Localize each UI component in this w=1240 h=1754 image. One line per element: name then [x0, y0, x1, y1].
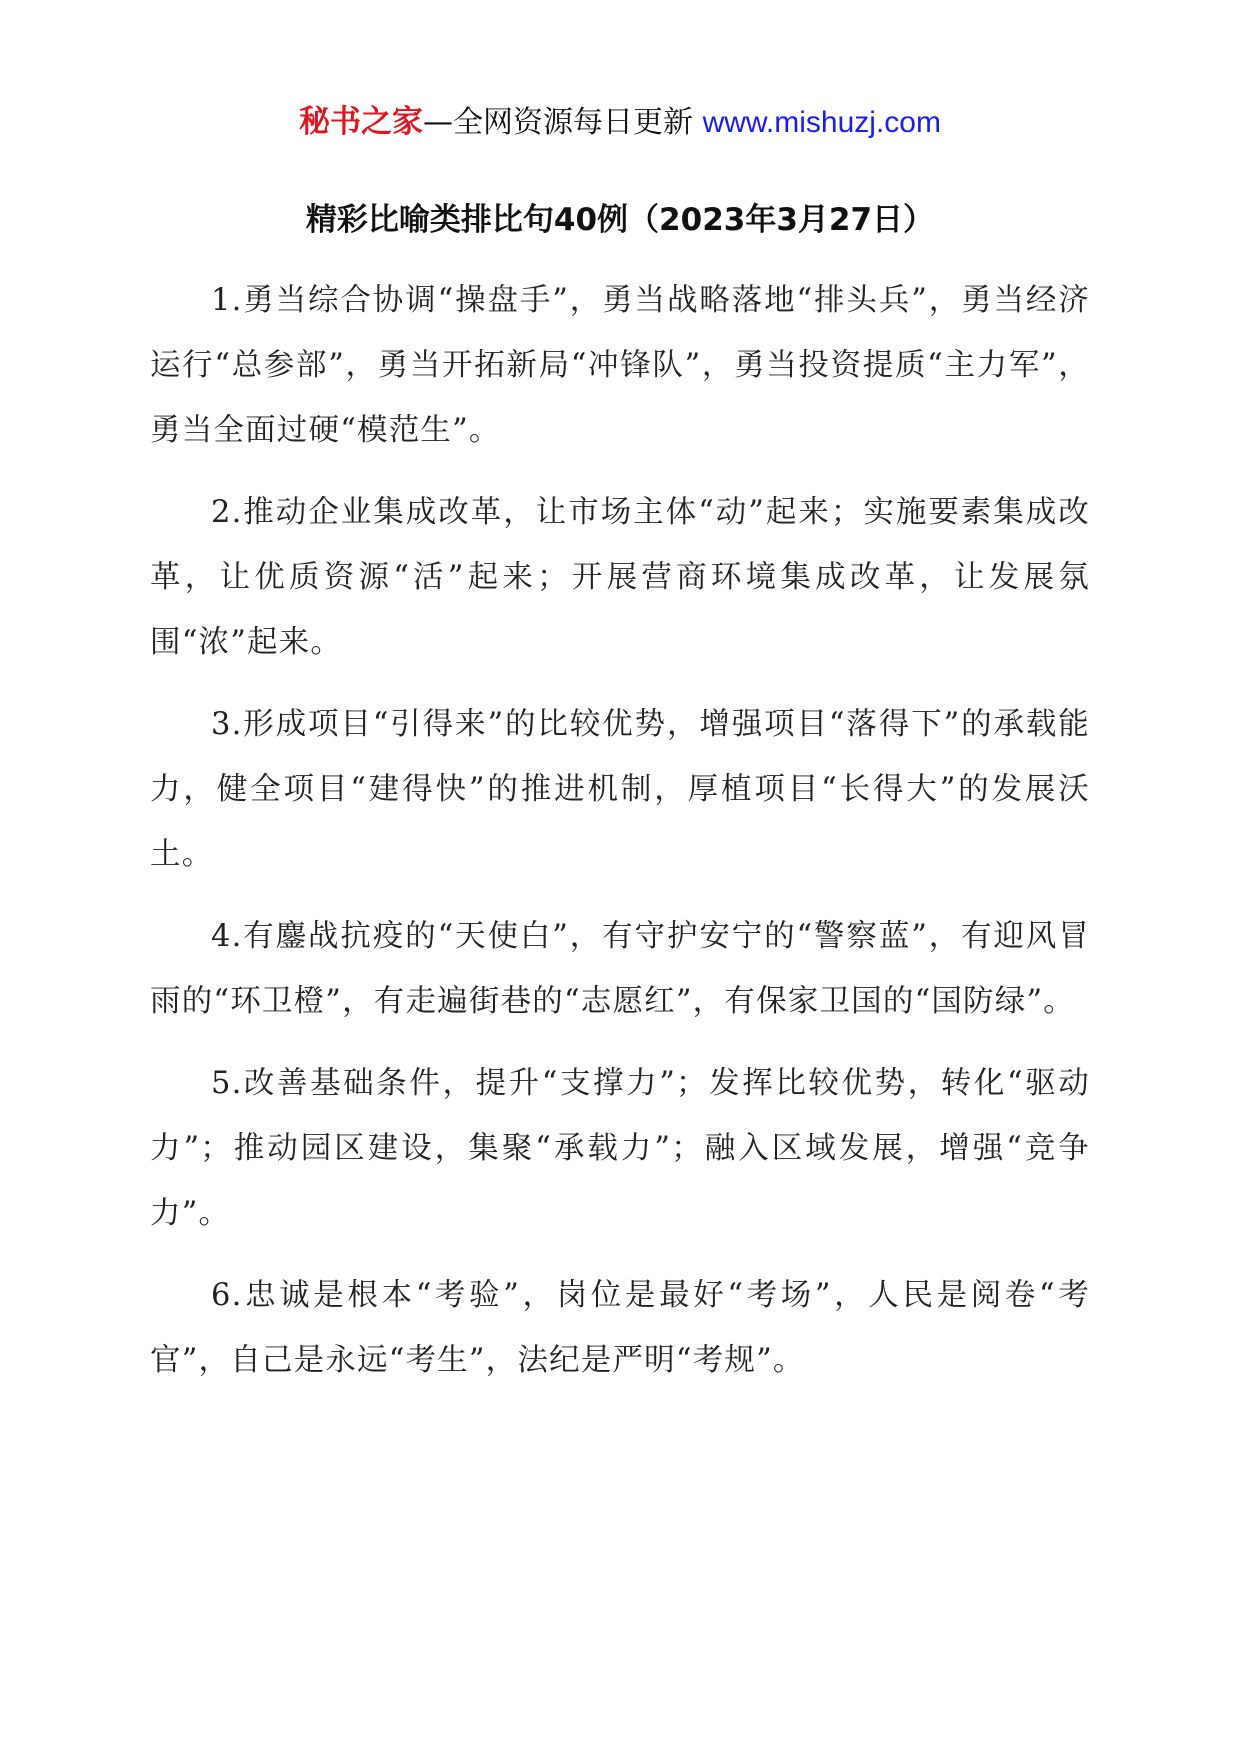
- site-header: [0, 100, 1240, 145]
- paragraph-1: 1.勇当综合协调“操盘手”，勇当战略落地“排头兵”，勇当经济运行“总参部”，勇当开拓新局“冲锋队”，勇当投资提质“主力军”，勇当全面过硬“模范生”。: [150, 283, 1090, 448]
- document-body: [150, 268, 1090, 1410]
- header-tagline: —全网资源每日更新: [423, 105, 703, 140]
- site-url[interactable]: www.mishuzj.com: [702, 106, 941, 139]
- paragraph-4: 4.有鏖战抗疫的“天使白”，有守护安宁的“警察蓝”，有迎风冒雨的“环卫橙”，有走遍街巷的“志愿红”，有保家卫国的“国防绿”。: [150, 919, 1090, 1019]
- paragraph-6: 6.忠诚是根本“考验”，岗位是最好“考场”，人民是阅卷“考官”，自己是永远“考生”，法纪是严明“考规”。: [150, 1278, 1090, 1378]
- paragraph-5: 5.改善基础条件，提升“支撑力”；发挥比较优势，转化“驱动力”；推动园区建设，集聚“承载力”；融入区域发展，增强“竞争力”。: [150, 1066, 1090, 1231]
- brand-name: 秘书之家: [299, 104, 424, 140]
- paragraph-2: 2.推动企业集成改革，让市场主体“动”起来；实施要素集成改革，让优质资源“活”起来；开展营商环境集成改革，让发展氛围“浓”起来。: [150, 495, 1090, 660]
- document-title: 精彩比喻类排比句40例（2023年3月27日）: [305, 202, 935, 238]
- paragraph-3: 3.形成项目“引得来”的比较优势，增强项目“落得下”的承载能力，健全项目“建得快”的推进机制，厚植项目“长得大”的发展沃土。: [150, 707, 1090, 872]
